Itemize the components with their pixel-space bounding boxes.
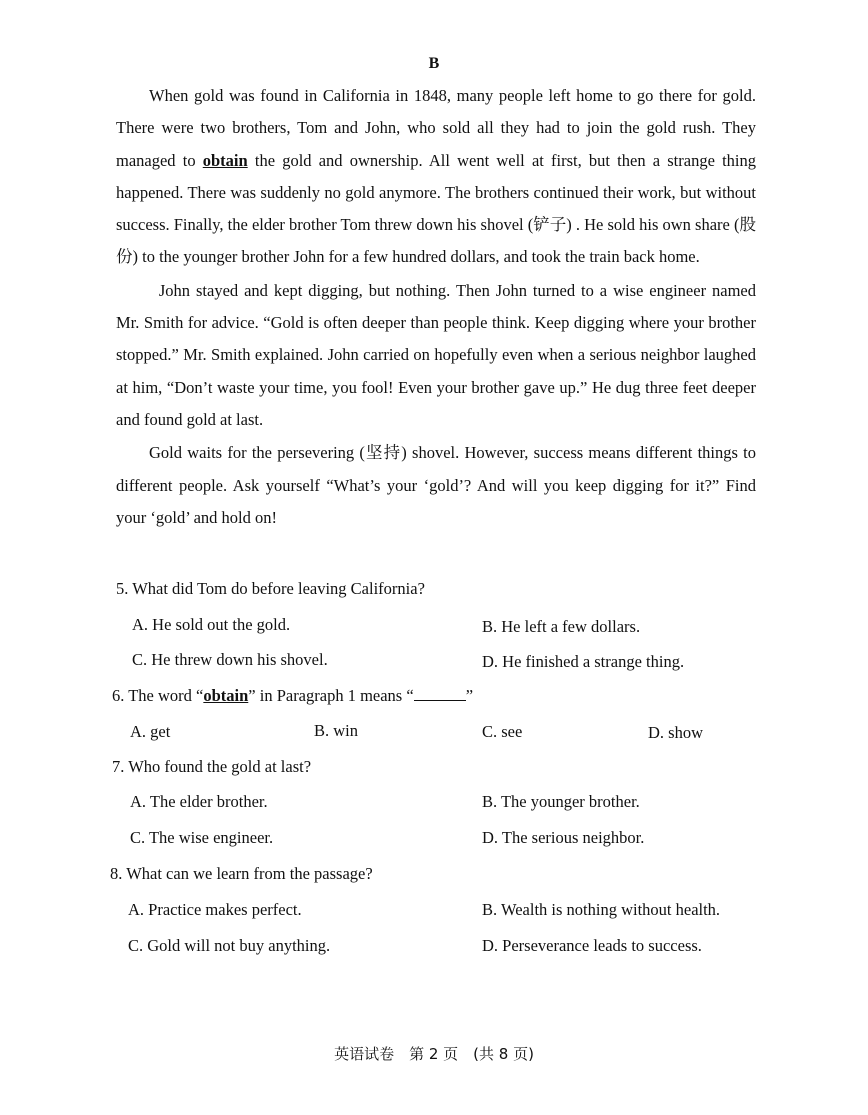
question-7-option-a: A. The elder brother. bbox=[130, 792, 268, 811]
paragraph-1 bbox=[116, 80, 756, 274]
question-6-option-a: A. get bbox=[130, 722, 171, 741]
question-8-option-b: B. Wealth is nothing without health. bbox=[482, 900, 721, 919]
reading-passage bbox=[116, 80, 756, 535]
question-6-option-c: C. see bbox=[482, 722, 523, 741]
question-6-stem-c: ” bbox=[465, 686, 474, 705]
question-5-option-d: D. He finished a strange thing. bbox=[482, 652, 685, 671]
question-8-option-c: C. Gold will not buy anything. bbox=[128, 936, 331, 955]
paragraph-1-text-b: the gold and ownership. All went well at first, but then a strange thing happened. There was suddenly no gold anymore. The brothers continued their work, but without success. Finally, the elder brother Tom threw down his shovel (铲子) . He sold his own share (股份) to the younger brother John for a few hundred dollars, and took the train back home. bbox=[116, 150, 757, 267]
question-7-option-d: D. The serious neighbor. bbox=[482, 828, 645, 847]
question-6-stem bbox=[112, 686, 473, 706]
question-6-stem-a: 6. The word “ bbox=[112, 686, 204, 705]
question-6-option-b: B. win bbox=[314, 721, 359, 740]
question-6-keyword: obtain bbox=[203, 686, 249, 705]
question-5-option-b: B. He left a few dollars. bbox=[482, 617, 641, 636]
question-7-option-c: C. The wise engineer. bbox=[130, 828, 274, 847]
paragraph-2: John stayed and kept digging, but nothing. Then John turned to a wise engineer named Mr. Smith for advice. “Gold is often deeper than people think. Keep digging where your brother stopped.” Mr. Smith explained. John carried on hopefully even when a serious neighbor laughed at him, “Don’t waste your time, you fool! Even your brother gave up.” He dug three feet deeper and found gold at last. bbox=[116, 280, 756, 429]
question-6-option-d: D. show bbox=[648, 723, 704, 742]
question-7-stem: 7. Who found the gold at last? bbox=[112, 757, 312, 776]
question-8-stem: 8. What can we learn from the passage? bbox=[110, 864, 373, 883]
answer-blank[interactable] bbox=[414, 686, 466, 701]
section-title: B bbox=[428, 55, 440, 72]
page-footer: 英语试卷 第 2 页 (共 8 页) bbox=[334, 1045, 534, 1063]
paragraph-3: Gold waits for the persevering (坚持) shovel. However, success means different things to different people. Ask yourself “What’s your ‘gold’? And will you keep digging for it?” Find your ‘gold’ and hold on! bbox=[116, 443, 756, 527]
question-8-option-a: A. Practice makes perfect. bbox=[128, 900, 302, 919]
paragraph-1-text-a: When gold was found in California in 1848, many people left home to go there for gold. There were two brothers, Tom and John, who sold all they had to join the gold rush. They managed to bbox=[116, 86, 756, 170]
question-8-option-d: D. Perseverance leads to success. bbox=[482, 936, 702, 955]
keyword-obtain: obtain bbox=[202, 150, 248, 170]
question-7-option-b: B. The younger brother. bbox=[482, 792, 640, 811]
question-5-option-c: C. He threw down his shovel. bbox=[132, 650, 328, 669]
question-6-stem-b: ” in Paragraph 1 means “ bbox=[248, 686, 414, 705]
question-5-stem: 5. What did Tom do before leaving California? bbox=[116, 579, 425, 598]
question-5-option-a: A. He sold out the gold. bbox=[132, 615, 291, 634]
